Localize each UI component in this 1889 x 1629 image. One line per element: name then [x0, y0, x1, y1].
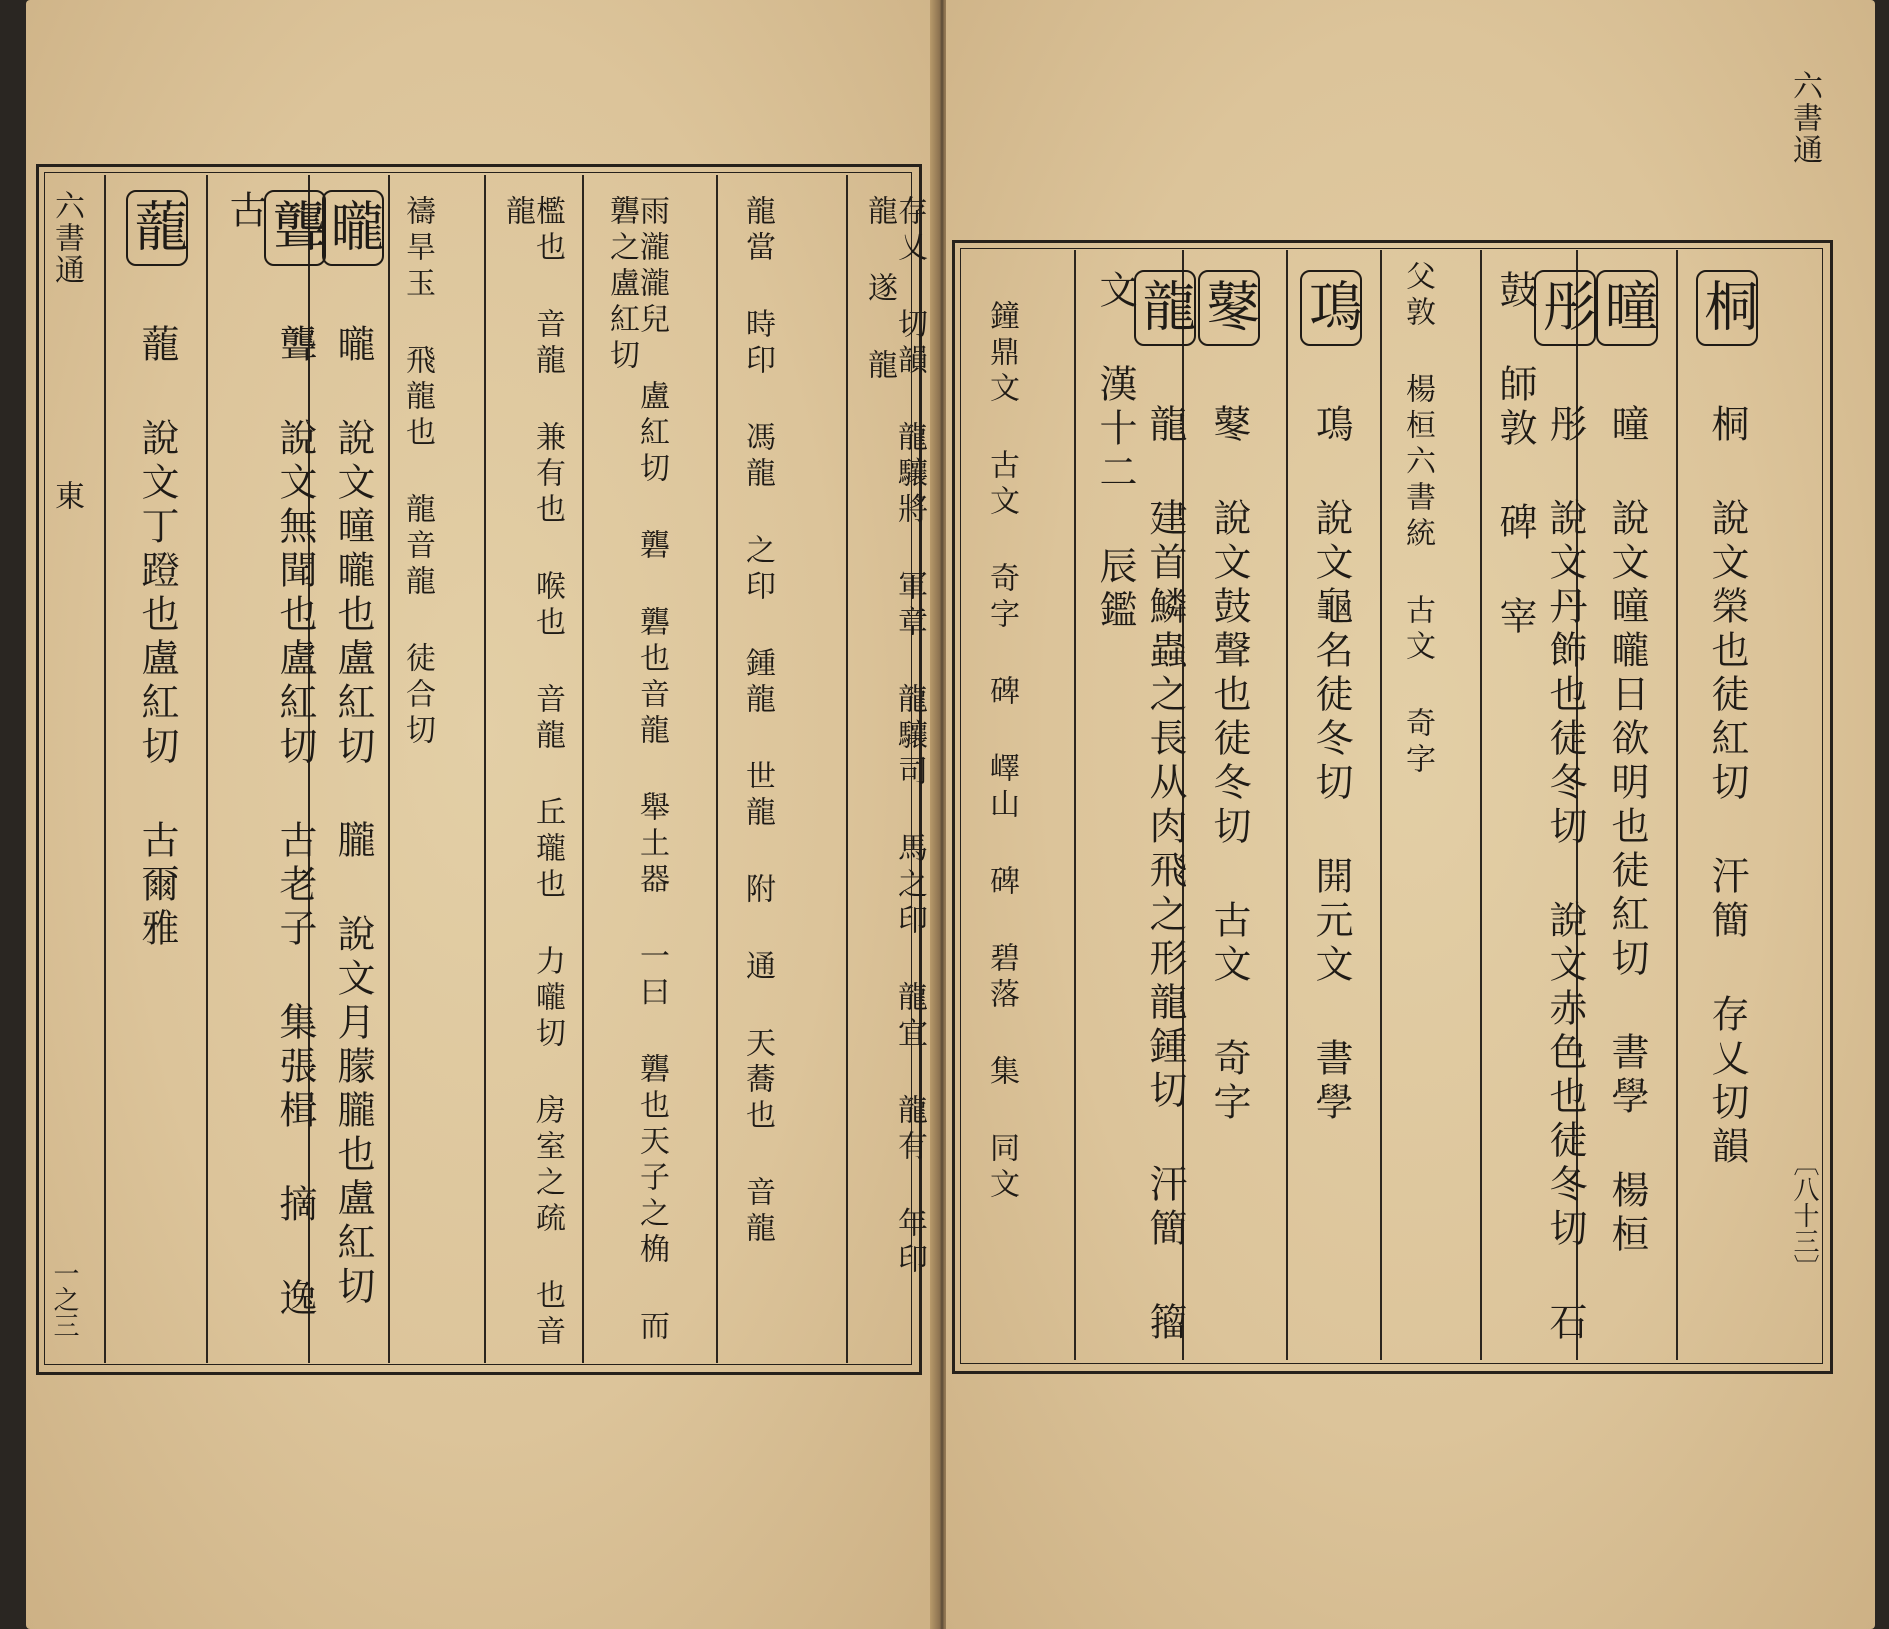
headword: 彤 [1534, 270, 1596, 346]
left-side-section: 東 [49, 480, 84, 512]
headword: 曨 [322, 190, 384, 266]
entry-text: 曈 說文曈曨日欲明也徒紅切 書學 楊桓 [1605, 404, 1649, 1258]
left-side-title: 六書通 [49, 190, 84, 286]
right-page [946, 0, 1875, 1629]
headword: 桐 [1696, 270, 1758, 346]
column-rule [388, 175, 390, 1363]
entry-text: 鼕 說文鼓聲也徒冬切 古文 奇字 [1207, 404, 1251, 1126]
entry-column [322, 190, 384, 1350]
entry-column [126, 190, 188, 1350]
entry-column [1493, 270, 1597, 1350]
entry-column [604, 195, 669, 1355]
entry-text: 彤 說文丹飾也徒冬切 說文赤色也徒冬切 石鼓 師敦 碑 宰 [1493, 270, 1587, 1346]
column-rule [582, 175, 584, 1363]
entry-column [500, 195, 565, 1355]
entry-column [862, 195, 927, 1355]
entry-column [1696, 270, 1758, 1350]
entry-text: 檻也 音龍 兼有也 喉也 音龍 丘瓏也 力嚨切 房室之疏 也音龍 [500, 195, 565, 1351]
entry-text: 蘢 說文丁蹬也盧紅切 古爾雅 [135, 324, 179, 952]
entry-column [1198, 270, 1260, 1350]
column-rule [1380, 250, 1382, 1360]
headword: 聾 [264, 190, 326, 266]
entry-text: 曨 說文曈曨也盧紅切 朧 說文月朦朧也盧紅切 [331, 324, 375, 1310]
entry-column [984, 300, 1019, 1340]
entry-text: 存乂 切韻 龍驤將 軍章 龍驤司 馬之印 龍宜 龍有 年印 龍 遂 龍 [862, 195, 927, 1279]
entry-text: 龍當 時印 馮龍 之印 鍾龍 世龍 附 通 天蕎也 音龍 [740, 195, 775, 1248]
headword: 蘢 [126, 190, 188, 266]
column-rule [1286, 250, 1288, 1360]
entry-text: 桐 說文榮也徒紅切 汗簡 存乂切韻 [1705, 404, 1749, 1170]
column-rule [206, 175, 208, 1363]
entry-column [1093, 270, 1197, 1350]
column-rule [716, 175, 718, 1363]
entry-text: 鐘鼎文 古文 奇字 碑 嶧山 碑 碧落 集 同文 [984, 300, 1019, 1204]
column-rule [1074, 250, 1076, 1360]
left-page [26, 0, 938, 1629]
right-side-title: 六書通 [1787, 70, 1822, 166]
entry-column [740, 195, 775, 1355]
entry-text: 聾 說文無聞也盧紅切 古老子 集張楫 摘 逸古 [223, 190, 317, 1322]
column-rule [1480, 250, 1482, 1360]
headword: 龍 [1134, 270, 1196, 346]
column-rule [104, 175, 106, 1363]
left-folio: 一之三 [49, 1260, 79, 1338]
entry-column [1596, 270, 1658, 1350]
headword: 曈 [1596, 270, 1658, 346]
column-rule [846, 175, 848, 1363]
column-rule [484, 175, 486, 1363]
column-rule [1676, 250, 1678, 1360]
entry-text: 雨瀧瀧兒 盧紅切 礱 礱也音龍 舉土器 一曰 礱也天子之桷 而礱之盧紅切 [604, 195, 669, 1346]
entry-text: 禱旱玉 飛龍也 龍音龍 徒合切 [400, 195, 435, 750]
entry-text: 龍 建首鱗蟲之長从肉飛之形龍鍾切 汗簡 籀文 漢十二 辰鑑 [1093, 270, 1187, 1346]
entry-column [400, 195, 435, 1355]
headword: 䲨 [1300, 270, 1362, 346]
entry-column [1300, 270, 1362, 1350]
right-page-inner-frame [960, 248, 1823, 1364]
entry-column [223, 190, 327, 1350]
entry-text: 父敦 楊桓六書統 古文 奇字 [1400, 260, 1435, 779]
entry-column [1400, 260, 1435, 1340]
headword: 鼕 [1198, 270, 1260, 346]
entry-text: 䲨 說文龜名徒冬切 開元文 書學 [1309, 404, 1353, 1126]
right-folio: 〔八十三〕 [1789, 1150, 1819, 1280]
